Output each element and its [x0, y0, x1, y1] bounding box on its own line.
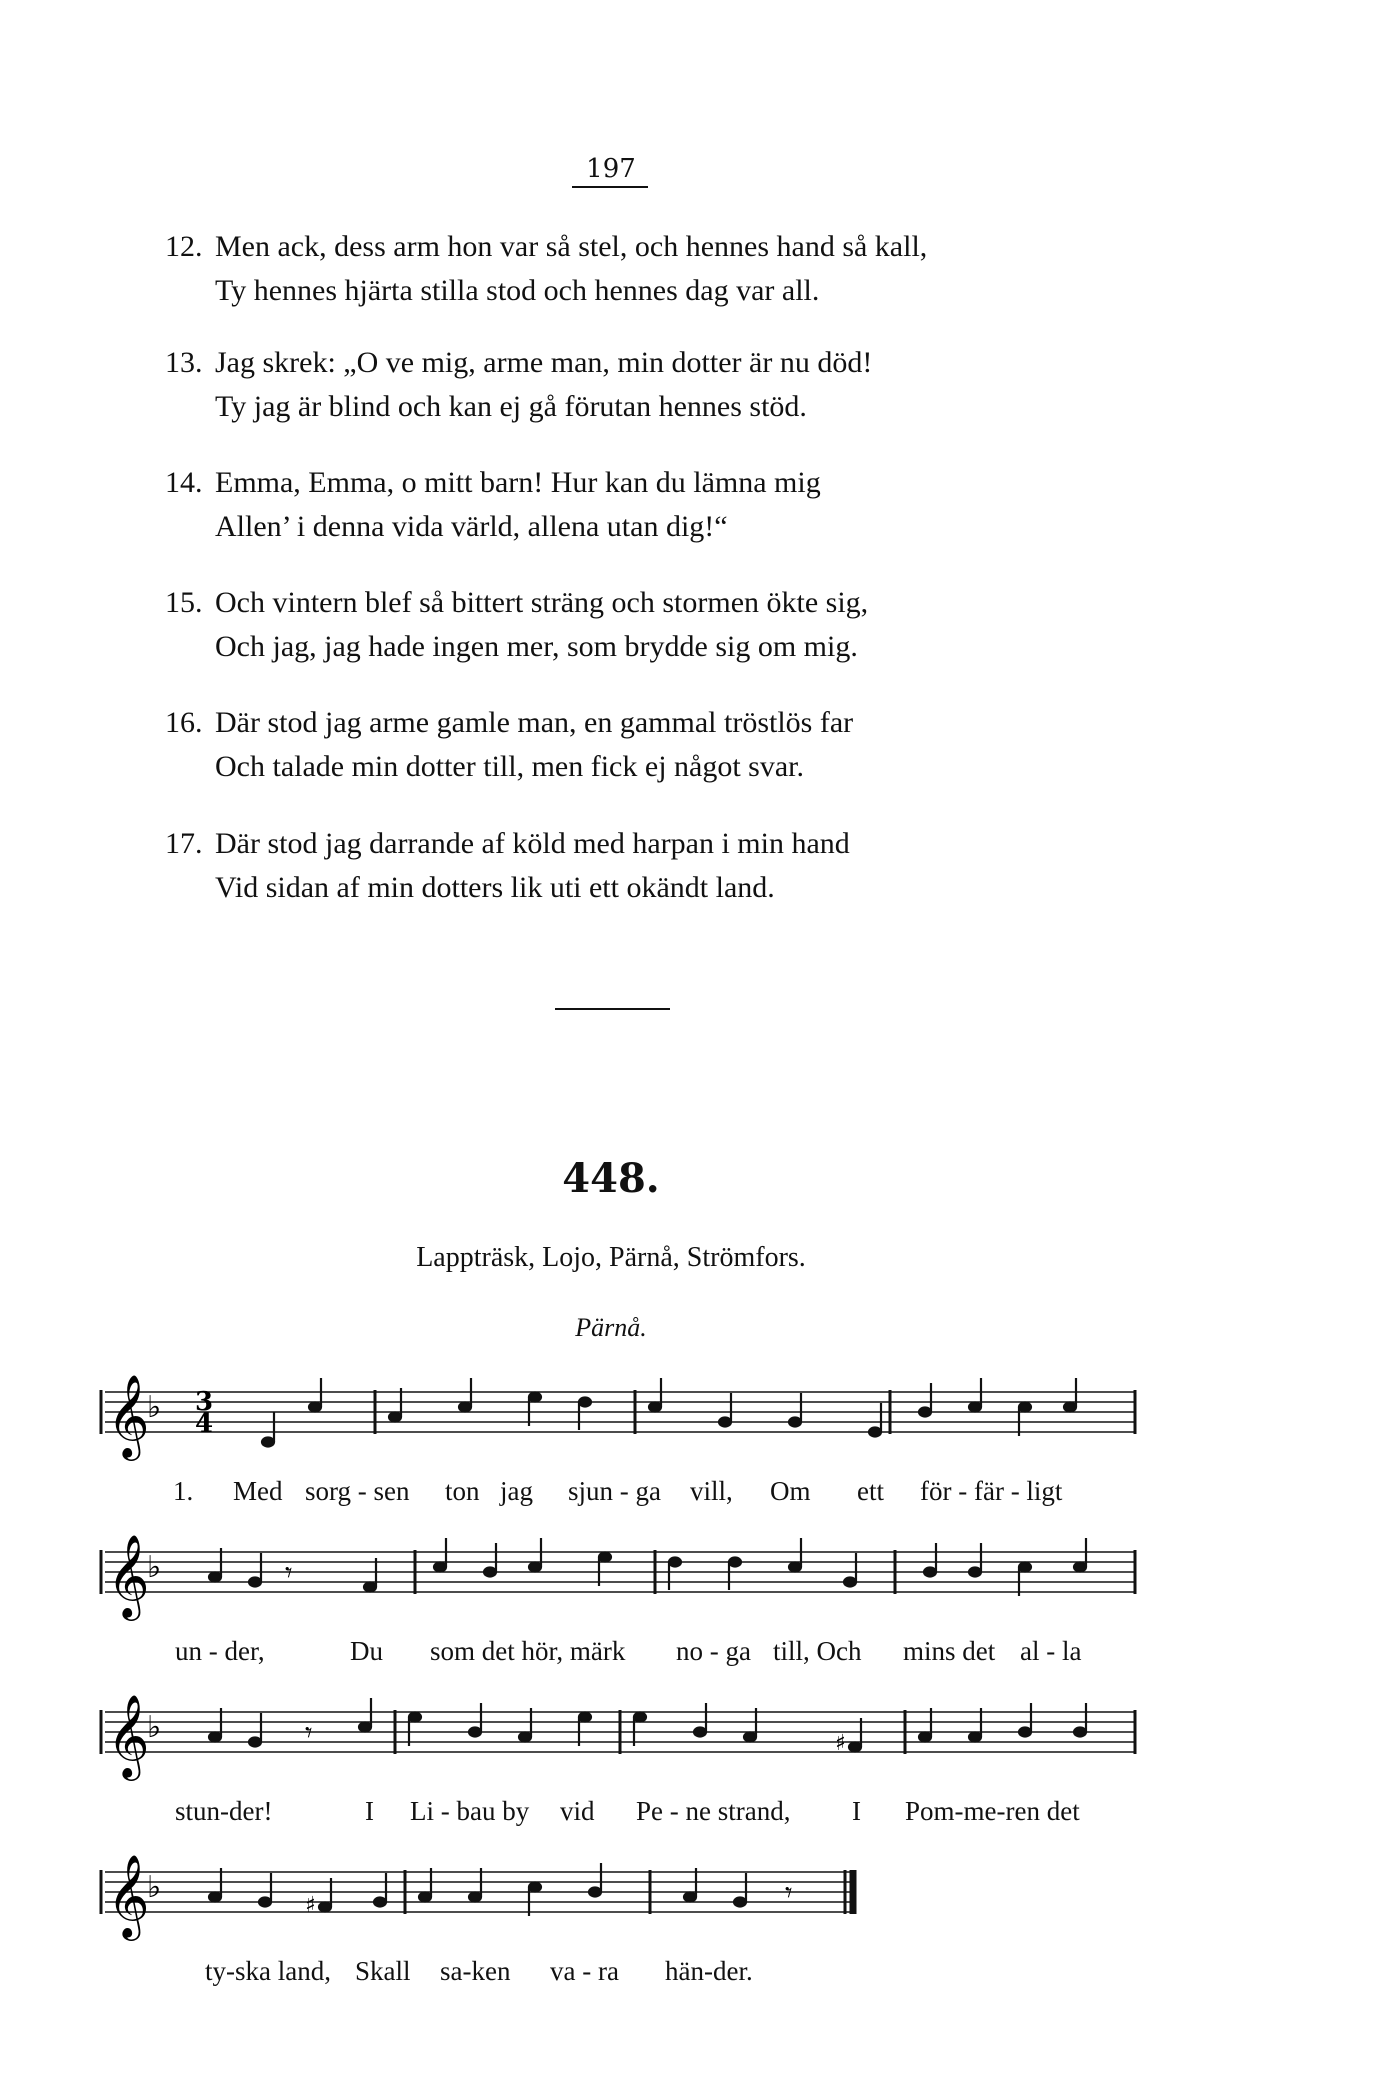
verse-line: Men ack, dess arm hon var så stel, och hennes hand så kall, [215, 230, 928, 263]
verse-number: 17. [165, 827, 203, 860]
lyric-syllable: mins det [903, 1636, 996, 1666]
verse-line: Vid sidan af min dotters lik uti ett okändt land. [215, 871, 775, 904]
treble-clef-icon: 𝄞 [107, 1693, 150, 1777]
lyric-syllable: I [852, 1796, 861, 1826]
rest-icon: 𝄾 [285, 1556, 293, 1589]
lyric-syllable: va - ra [550, 1956, 619, 1986]
flat-icon: ♭ [147, 1710, 162, 1745]
verse-number: 14. [165, 466, 203, 499]
verse-number: 12. [165, 230, 203, 263]
note-group [209, 1863, 746, 1916]
lyric-syllable: Du [350, 1636, 383, 1666]
lyric-syllable: till, Och [773, 1636, 862, 1666]
treble-clef-icon: 𝄞 [107, 1533, 150, 1617]
verse-line: Jag skrek: „O ve mig, arme man, min dotter är nu död! [215, 346, 873, 379]
sharp-icon: ♯ [305, 1893, 316, 1918]
flat-icon: ♭ [147, 1550, 162, 1585]
lyric-syllable: Skall [355, 1956, 411, 1986]
lyric-syllable: al - la [1020, 1636, 1082, 1666]
lyric-syllable: vill, [690, 1476, 733, 1506]
verse-line: Ty jag är blind och kan ej gå förutan hennes stöd. [215, 390, 807, 423]
flat-icon: ♭ [147, 1870, 162, 1905]
music-staff-4 [95, 1840, 875, 1960]
time-signature-bottom: 4 [195, 1409, 214, 1439]
verse-line: Ty hennes hjärta stilla stod och hennes dag var all. [215, 274, 820, 307]
flat-icon: ♭ [147, 1390, 162, 1425]
lyric-syllable: Pe - ne strand, [636, 1796, 791, 1826]
verse-line: Där stod jag darrande af köld med harpan i min hand [215, 827, 850, 860]
music-staff-1 [95, 1360, 1145, 1480]
lyric-syllable: ett [857, 1476, 884, 1506]
lyric-syllable: Pom-me-ren det [905, 1796, 1080, 1826]
verse-line: Och jag, jag hade ingen mer, som brydde sig om mig. [215, 630, 858, 663]
lyric-syllable: sa-ken [440, 1956, 511, 1986]
verse-number: 16. [165, 706, 203, 739]
lyric-syllable: ty-ska land, [205, 1956, 331, 1986]
lyric-syllable: Li - bau by [410, 1796, 530, 1826]
lyric-syllable: Med [233, 1476, 283, 1506]
lyric-syllable: hän-der. [665, 1956, 753, 1986]
verse-line: Och talade min dotter till, men fick ej något svar. [215, 750, 804, 783]
lyric-syllable: för - fär - ligt [920, 1476, 1063, 1506]
rest-icon: 𝄾 [785, 1876, 793, 1909]
song-subtitle: Pärnå. [575, 1313, 647, 1342]
verse-number: 15. [165, 586, 203, 619]
song-places: Lappträsk, Lojo, Pärnå, Strömfors. [416, 1242, 806, 1273]
note-group [209, 1698, 1086, 1752]
section-divider [555, 1008, 670, 1010]
lyric-syllable: Om [770, 1476, 811, 1506]
lyric-syllable: no - ga [676, 1636, 751, 1666]
lyric-syllable: som det hör, märk [430, 1636, 626, 1666]
lyric-syllable: vid [560, 1796, 595, 1826]
verse-line: Allen’ i denna vida värld, allena utan dig!“ [215, 510, 728, 543]
note-group [209, 1538, 1086, 1596]
verse-line: Och vintern blef så bittert sträng och stormen ökte sig, [215, 586, 869, 619]
lyric-syllable: sorg - sen [305, 1476, 410, 1506]
lyric-syllable: sjun - ga [568, 1476, 661, 1506]
page-number: 197 [586, 154, 636, 184]
lyric-syllable: 1. [173, 1476, 194, 1506]
song-number: 448. [562, 1155, 660, 1202]
lyric-syllable: jag [500, 1476, 533, 1506]
verse-line: Emma, Emma, o mitt barn! Hur kan du lämna mig [215, 466, 821, 499]
time-signature-top: 3 [195, 1387, 214, 1417]
lyric-syllable: stun-der! [175, 1796, 273, 1826]
rest-icon: 𝄾 [305, 1716, 313, 1749]
lyric-syllable: I [365, 1796, 374, 1826]
music-staff-2 [95, 1520, 1145, 1640]
verse-number: 13. [165, 346, 203, 379]
verse-line: Där stod jag arme gamle man, en gammal tröstlös far [215, 706, 854, 739]
lyric-syllable: un - der, [175, 1636, 265, 1666]
page-number-rule [572, 186, 648, 188]
sharp-icon: ♯ [835, 1731, 846, 1756]
treble-clef-icon: 𝄞 [107, 1373, 150, 1457]
music-staff-3 [95, 1680, 1145, 1800]
treble-clef-icon: 𝄞 [107, 1853, 150, 1937]
lyric-syllable: ton [445, 1476, 480, 1506]
